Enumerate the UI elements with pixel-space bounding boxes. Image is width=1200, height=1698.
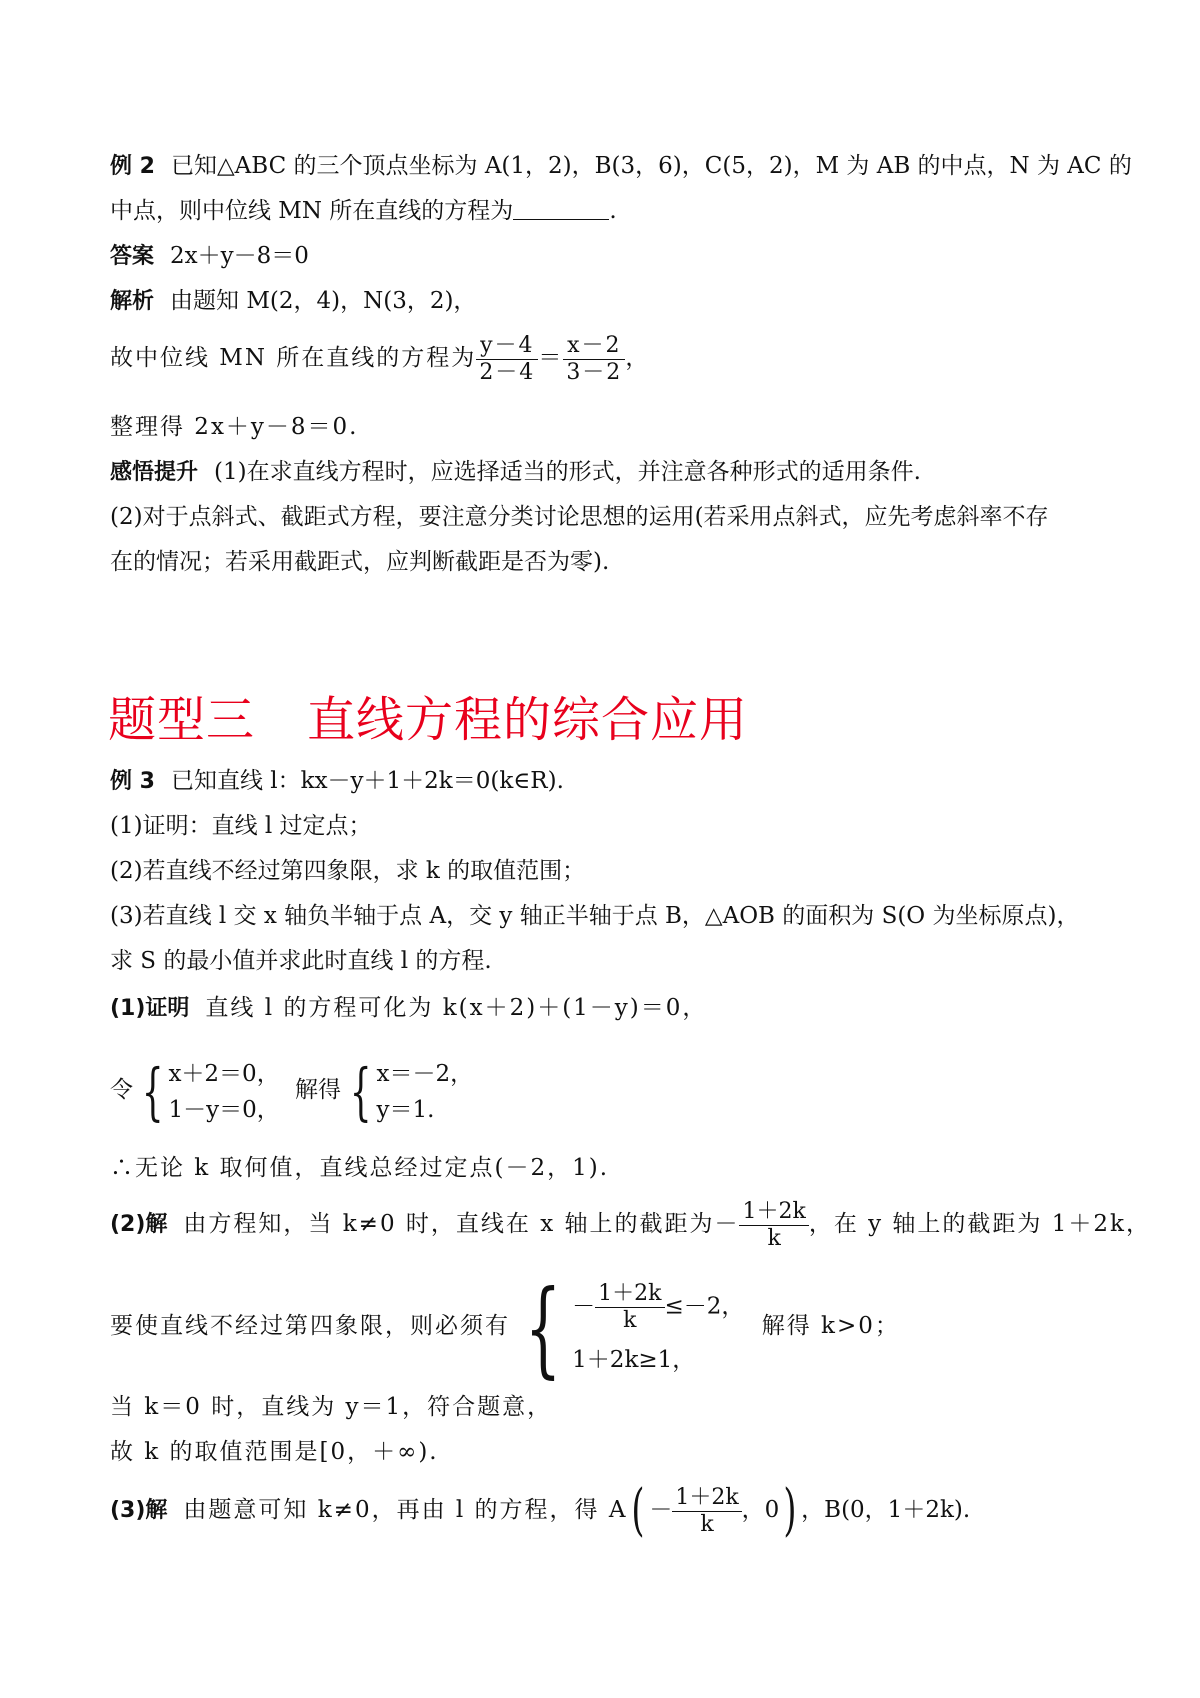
heading-part-2: 直线方程的综合应用: [307, 692, 749, 748]
ex2-period: .: [609, 198, 617, 224]
ex2-simplify-line: [110, 412, 1100, 442]
system-line: [110, 1050, 1100, 1130]
condition-2: 1＋2k≥1，: [572, 1346, 696, 1373]
system-1: { x＋2＝0， 1－y＝0，: [141, 1055, 280, 1128]
system-1-row-1: x＋2＝0，: [168, 1061, 280, 1087]
point-a-fraction: [672, 1486, 741, 1537]
answer-blank: [513, 197, 609, 220]
condition-suffix: 解得 k>0；: [761, 1313, 900, 1339]
answer-label: 答案: [110, 244, 155, 269]
ex3-label: 例 3: [110, 769, 155, 794]
question-1: (1)证明：直线 l 过定点；: [110, 813, 372, 839]
condition-1-post: ≤－2，: [664, 1293, 745, 1319]
system-1-row-2: 1－y＝0，: [168, 1097, 280, 1123]
answer-text: 2x＋y－8＝0: [170, 243, 309, 269]
fraction-2-den: 3－2: [566, 359, 623, 385]
conclusion-line: [110, 1153, 1100, 1183]
fraction-2: [563, 334, 625, 385]
insight-text-2: (2)对于点斜式、截距式方程，要注意分类讨论思想的运用(若采用点斜式，应先考虑斜率不存: [110, 504, 1049, 530]
solution-2-text-a: 由方程知，当 k≠0 时，直线在 x 轴上的截距为－: [183, 1211, 740, 1237]
solution-2-label: (2)解: [110, 1212, 168, 1237]
system-2: { x＝－2， y＝1.: [349, 1055, 474, 1128]
fraction-1-den: 2－4: [479, 359, 536, 385]
condition-system: { － $\frac{1+2k}{k}$ ≤－2， 1＋2k≥1，: [524, 1267, 745, 1389]
ex2-statement-1: 已知△ABC 的三个顶点坐标为 A(1，2)，B(3，6)，C(5，2)，M 为 AB 的中点，N 为 AC 的: [170, 153, 1132, 179]
solution-3-text-b: ，B(0，1＋2k).: [801, 1497, 971, 1523]
ex2-equation-line: [110, 330, 1100, 386]
condition-line: [110, 1267, 1100, 1389]
ex3-q1: [110, 811, 1100, 841]
system-2-row-2: y＝1.: [376, 1097, 435, 1123]
condition-fraction-den: k: [623, 1307, 637, 1333]
fraction-2-num: x－2: [563, 334, 625, 360]
proof-line: [110, 993, 1100, 1024]
point-a-minus: －: [649, 1497, 673, 1523]
intercept-fraction-den: k: [767, 1225, 781, 1251]
range-text: 故 k 的取值范围是[0，＋∞).: [110, 1439, 439, 1465]
solution-3-label: (3)解: [110, 1498, 168, 1523]
condition-1-pre: －: [572, 1293, 596, 1319]
range-line: [110, 1437, 1100, 1467]
k-zero-line: [110, 1392, 1100, 1422]
simplify-text: 整理得 2x＋y－8＝0.: [110, 414, 359, 440]
insight-line-2: [110, 502, 1100, 532]
proof-text: 直线 l 的方程可化为 k(x＋2)＋(1－y)＝0，: [205, 995, 708, 1021]
system-2-row-1: x＝－2，: [376, 1061, 474, 1087]
section-heading: [108, 690, 748, 750]
point-a-y: ，0: [741, 1497, 780, 1523]
ex3-statement: 已知直线 l：kx－y＋1＋2k＝0(k∈R).: [170, 768, 564, 794]
right-paren: ): [783, 1478, 797, 1543]
fraction-1: [476, 334, 538, 385]
insight-text-3: 在的情况；若采用截距式，应判断截距是否为零).: [110, 549, 610, 575]
solution-3-line: [110, 1480, 1100, 1541]
intercept-fraction-num: 1＋2k: [739, 1200, 808, 1226]
conclusion-text: ∴无论 k 取何值，直线总经过定点(－2，1).: [110, 1155, 610, 1181]
condition-fraction: [595, 1282, 664, 1333]
equals-sign: ＝: [538, 345, 564, 371]
ex3-q3b: [110, 946, 1100, 976]
insight-line-3: [110, 547, 1100, 577]
system-prefix: 令: [110, 1077, 133, 1103]
point-a-fraction-num: 1＋2k: [672, 1486, 741, 1512]
ex2-statement-2: 中点，则中位线 MN 所在直线的方程为: [110, 198, 514, 224]
equation-prefix: 故中位线 MN 所在直线的方程为: [110, 345, 477, 371]
ex2-line2: [110, 196, 1100, 226]
ex3-q3a: [110, 901, 1100, 931]
analysis-label: 解析: [110, 289, 155, 314]
system-mid: 解得: [295, 1077, 342, 1103]
insight-line-1: [110, 457, 1100, 488]
proof-label: (1)证明: [110, 996, 190, 1021]
condition-prefix: 要使直线不经过第四象限，则必须有: [110, 1313, 510, 1339]
ex2-analysis-line: [110, 286, 1100, 317]
intercept-fraction: [739, 1200, 808, 1251]
point-a-fraction-den: k: [700, 1511, 714, 1537]
insight-label: 感悟提升: [110, 460, 199, 485]
ex2-line1: [110, 151, 1132, 182]
k-zero-text: 当 k＝0 时，直线为 y＝1，符合题意，: [110, 1394, 553, 1420]
question-2: (2)若直线不经过第四象限，求 k 的取值范围；: [110, 858, 586, 884]
fraction-1-num: y－4: [476, 334, 538, 360]
analysis-text: 由题知 M(2，4)，N(3，2)，: [170, 288, 477, 314]
question-3-part-1: (3)若直线 l 交 x 轴负半轴于点 A，交 y 轴正半轴于点 B，△AOB 的面积为 S(O 为坐标原点)，: [110, 903, 1080, 929]
solution-2-line: [110, 1196, 1151, 1253]
ex2-label: 例 2: [110, 154, 155, 179]
insight-text-1: (1)在求直线方程时，应选择适当的形式，并注意各种形式的适用条件.: [214, 459, 921, 485]
ex2-answer-line: [110, 241, 1100, 272]
solution-3-text-a: 由题意可知 k≠0，再由 l 的方程，得 A: [183, 1497, 628, 1523]
ex3-statement-line: [110, 766, 1100, 797]
question-3-part-2: 求 S 的最小值并求此时直线 l 的方程.: [110, 948, 492, 974]
solution-2-text-b: ，在 y 轴上的截距为 1＋2k，: [808, 1211, 1151, 1237]
ex3-q2: [110, 856, 1100, 886]
left-paren: (: [631, 1478, 645, 1543]
equation-suffix: ，: [625, 345, 651, 371]
condition-fraction-num: 1＋2k: [595, 1282, 664, 1308]
heading-part-1: 题型三: [108, 692, 256, 748]
